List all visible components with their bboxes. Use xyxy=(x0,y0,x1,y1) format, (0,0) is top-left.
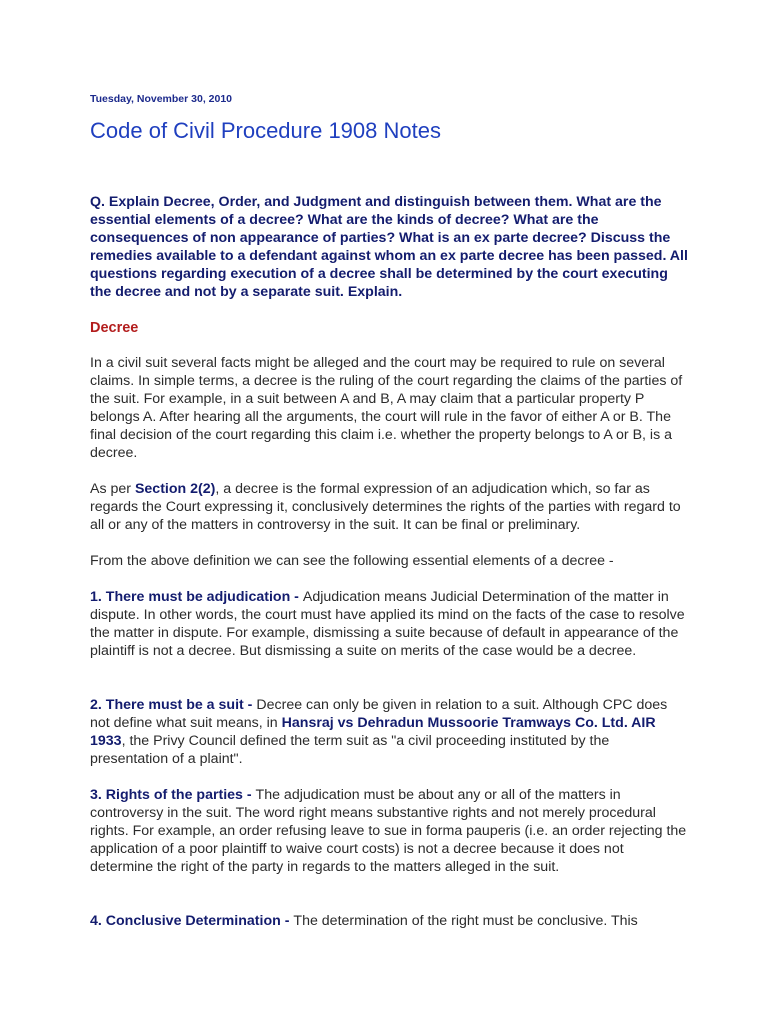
paragraph-definition xyxy=(90,480,690,534)
text: , a decree is the formal expression of an adjudication which, so far as regards the Court expressing it, conclusively determines the rights of the parties with regard to all or any of the matters in controversy in the suit. It can be final or preliminary. xyxy=(90,481,681,533)
element-text: Decree can only be given in relation to a suit. Although CPC does not define what suit means, in xyxy=(90,697,668,731)
element-conclusive xyxy=(90,912,690,930)
element-text: The adjudication must be about any or all of the matters in controversy in the suit. The word right means substantive rights and not merely procedural rights. For example, an order refusing leave to sue in forma pauperis (i.e. an order rejecting the application of a poor plaintiff to waive court costs) is not a decree because it does not determine the right of the party in regards to the matters alleged in the suit. xyxy=(90,787,687,875)
element-adjudication xyxy=(90,588,690,660)
question-text: Q. Explain Decree, Order, and Judgment and distinguish between them. What are the essential elements of a decree? What are the kinds of decree? What are the consequences of non appearance of parties? What is an ex parte decree? Discuss the remedies available to a defendant against whom an ex parte decree has been passed. All questions regarding execution of a decree shall be determined by the court executing the decree and not by a separate suit. Explain. xyxy=(90,194,688,300)
element-suit xyxy=(90,696,690,768)
text: As per xyxy=(90,481,135,497)
section-heading-decree: Decree xyxy=(90,320,139,336)
element-heading: 2. There must be a suit - xyxy=(90,697,257,713)
paragraph-elements-lead: From the above definition we can see the following essential elements of a decree - xyxy=(90,553,614,569)
section-reference: Section 2(2) xyxy=(134,481,216,497)
post-title[interactable]: Code of Civil Procedure 1908 Notes xyxy=(90,118,441,143)
element-text: , the Privy Council defined the term suit as "a civil proceeding instituted by the presentation of a plaint". xyxy=(90,733,610,767)
element-heading: 4. Conclusive Determination - xyxy=(90,913,294,929)
case-citation: Hansraj vs Dehradun Mussoorie Tramways Co. Ltd. AIR 1933 xyxy=(90,715,656,749)
element-heading: 1. There must be adjudication - xyxy=(90,589,303,605)
element-text: Adjudication means Judicial Determination of the matter in dispute. In other words, the court must have applied its mind on the facts of the case to resolve the matter in dispute. For example, dismissing a suite because of default in appearance of the plaintiff is not a decree. But dismissing a suite on merits of the case would be a decree. xyxy=(90,589,685,659)
element-heading: 3. Rights of the parties - xyxy=(90,787,256,803)
element-text: The determination of the right must be conclusive. This xyxy=(293,913,638,929)
paragraph-decree-intro: In a civil suit several facts might be alleged and the court may be required to rule on several claims. In simple terms, a decree is the ruling of the court regarding the claims of the parties of the suit. For example, in a suit between A and B, A may claim that a particular property P belongs A. After hearing all the arguments, the court will rule in the favor of either A or B. The final decision of the court regarding this claim i.e. whether the property belongs to A or B, is a decree. xyxy=(90,355,683,461)
element-rights xyxy=(90,786,690,876)
post-date: Tuesday, November 30, 2010 xyxy=(90,93,233,105)
